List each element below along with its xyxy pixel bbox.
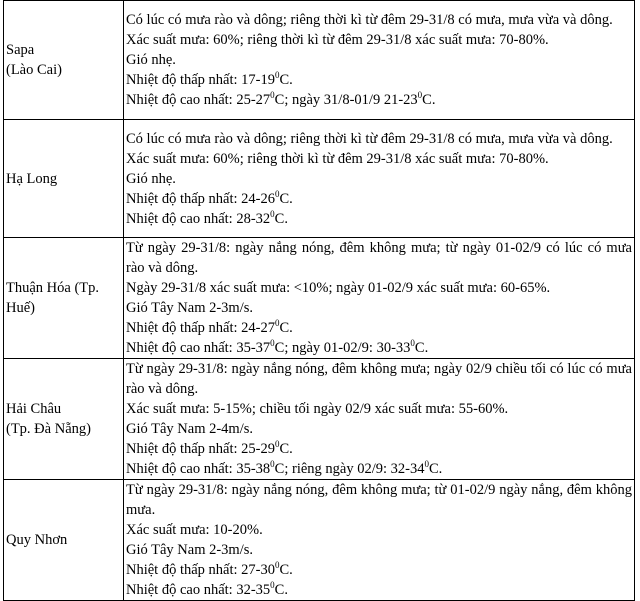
forecast-text: Gió Tây Nam 2-4m/s. [126, 421, 253, 437]
forecast-text: Ngày 29-31/8 xác suất mưa: <10%; ngày 01-02/9 xác suất mưa: 60-65%. [126, 280, 551, 296]
forecast-line [126, 459, 632, 479]
forecast-text: Xác suất mưa: 10-20%. [126, 522, 263, 538]
temp-text: Nhiệt độ thấp nhất: 24-26 [126, 190, 276, 207]
location-name: Hải Châu [6, 401, 62, 417]
forecast-line [126, 10, 632, 30]
forecast-line [126, 439, 632, 459]
forecast-text: Từ ngày 29-31/8: ngày nắng nóng, đêm không mưa; ngày 02/9 chiều tối có lúc có mưa rào và dông. [126, 361, 632, 397]
location-name: Hạ Long [6, 170, 58, 187]
temp-text: C; ngày 31/8-01/9 21-23 [274, 92, 418, 108]
degree-sign: 0 [270, 208, 275, 219]
forecast-line [126, 169, 632, 189]
temp-text: Nhiệt độ thấp nhất: 24-27 [126, 320, 276, 336]
degree-sign: 0 [275, 439, 280, 450]
forecast-text: Gió Tây Nam 2-3m/s. [126, 300, 253, 316]
forecast-line [126, 580, 632, 600]
temp-text: Nhiệt độ thấp nhất: 17-19 [126, 72, 276, 88]
forecast-text: Có lúc có mưa rào và dông; riêng thời kì từ đêm 29-31/8 có mưa, mưa vừa và dông. [126, 12, 613, 28]
forecast-line [126, 318, 632, 338]
forecast-line [126, 149, 632, 169]
forecast-line [126, 419, 632, 439]
forecast-row [4, 120, 635, 238]
forecast-line [126, 209, 632, 229]
forecast-row [4, 238, 635, 359]
forecast-line [126, 129, 632, 149]
temp-text: C. [279, 441, 293, 457]
location-cell [4, 1, 124, 120]
location-name: (Tp. Đà Nẵng) [6, 421, 91, 437]
temp-text: C. [274, 582, 288, 598]
forecast-line [126, 540, 632, 560]
forecast-line [126, 520, 632, 540]
forecast-line [126, 560, 632, 580]
forecast-line [126, 70, 632, 90]
temp-text: Nhiệt độ cao nhất: 25-27 [126, 92, 271, 108]
forecast-text: Từ ngày 29-31/8: ngày nắng nóng, đêm không mưa; từ 01-02/9 ngày nắng, đêm không mưa. [126, 482, 632, 518]
degree-sign: 0 [275, 560, 280, 571]
location-cell [4, 120, 124, 238]
forecast-description-cell [124, 120, 635, 238]
temp-text: Nhiệt độ cao nhất: 35-38 [126, 461, 271, 477]
forecast-line [126, 399, 632, 419]
forecast-text: Xác suất mưa: 60%; riêng thời kì từ đêm 29-31/8 xác suất mưa: 70-80%. [126, 32, 549, 48]
forecast-line [126, 238, 632, 278]
forecast-line [126, 298, 632, 318]
forecast-line [126, 480, 632, 520]
forecast-line [126, 50, 632, 70]
temp-text: C; riêng ngày 02/9: 32-34 [274, 461, 425, 477]
forecast-text: Gió nhẹ. [126, 170, 176, 187]
temp-text: C. [429, 461, 443, 477]
degree-sign: 0 [270, 459, 275, 470]
forecast-line [126, 90, 632, 110]
location-name: Thuận Hóa (Tp. Huế) [6, 280, 100, 316]
degree-sign: 0 [270, 580, 275, 591]
forecast-description-cell [124, 1, 635, 120]
degree-sign: 0 [275, 318, 280, 329]
temp-text: C. [279, 320, 293, 336]
forecast-line [126, 189, 632, 209]
temp-text: C. [414, 340, 429, 356]
forecast-line [126, 338, 632, 358]
degree-sign: 0 [275, 70, 280, 81]
forecast-description-cell [124, 480, 635, 601]
forecast-text: Có lúc có mưa rào và dông; riêng thời kì từ đêm 29-31/8 có mưa, mưa vừa và dông. [126, 130, 613, 147]
temp-text: C. [274, 210, 288, 227]
degree-sign: 0 [424, 459, 429, 470]
forecast-text: Xác suất mưa: 5-15%; chiều tối ngày 02/9 xác suất mưa: 55-60%. [126, 401, 509, 417]
temp-text: C. [279, 190, 293, 207]
forecast-line [126, 30, 632, 50]
location-cell [4, 238, 124, 359]
forecast-text: Từ ngày 29-31/8: ngày nắng nóng, đêm không mưa; từ ngày 01-02/9 có lúc có mưa rào và dông. [126, 240, 632, 276]
temp-text: C. [422, 92, 436, 108]
temp-text: Nhiệt độ cao nhất: 32-35 [126, 582, 271, 598]
location-cell [4, 359, 124, 480]
degree-sign: 0 [410, 338, 415, 349]
forecast-table-body [4, 1, 635, 601]
degree-sign: 0 [275, 188, 280, 199]
forecast-text: Gió nhẹ. [126, 52, 176, 68]
temp-text: Nhiệt độ cao nhất: 28-32 [126, 210, 271, 227]
location-cell [4, 480, 124, 601]
temp-text: C. [279, 562, 293, 578]
forecast-line [126, 359, 632, 399]
temp-text: C. [279, 72, 293, 88]
forecast-description-cell [124, 238, 635, 359]
degree-sign: 0 [417, 90, 423, 101]
forecast-line [126, 278, 632, 298]
temp-text: Nhiệt độ thấp nhất: 25-29 [126, 441, 276, 457]
forecast-row [4, 1, 635, 120]
location-name: Quy Nhơn [6, 532, 68, 548]
forecast-text: Xác suất mưa: 60%; riêng thời kì từ đêm 29-31/8 xác suất mưa: 70-80%. [126, 150, 549, 167]
forecast-row [4, 359, 635, 480]
location-name: (Lào Cai) [6, 62, 62, 78]
temp-text: C; ngày 01-02/9: 30-33 [274, 340, 411, 356]
forecast-row [4, 480, 635, 601]
temp-text: Nhiệt độ cao nhất: 35-37 [126, 340, 271, 356]
forecast-text: Gió Tây Nam 2-3m/s. [126, 542, 253, 558]
degree-sign: 0 [270, 90, 275, 101]
temp-text: Nhiệt độ thấp nhất: 27-30 [126, 562, 276, 578]
degree-sign: 0 [270, 338, 275, 349]
location-name: Sapa [6, 42, 35, 58]
weather-forecast-table [3, 0, 635, 601]
forecast-description-cell [124, 359, 635, 480]
